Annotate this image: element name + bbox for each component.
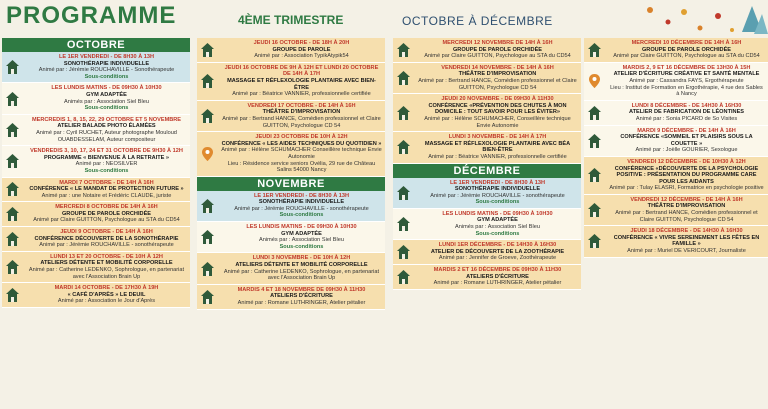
event-place: Lieu : Institut de Formation en Ergothérapie, 4 rue des Sables à Nancy <box>610 84 763 98</box>
event-card <box>2 283 190 307</box>
event-date: LUNDI 1ER DÉCEMBRE - DE 14H30 À 16H30 <box>438 242 557 249</box>
event-condition: Sous-conditions <box>279 212 324 219</box>
home-icon <box>201 43 214 57</box>
event-date: VENDREDI 12 DÉCEMBRE - DE 10H30 À 12H <box>627 158 746 165</box>
event-date: JEUDI 18 DÉCEMBRE - DE 14H30 À 16H30 <box>630 228 743 235</box>
pin-icon <box>201 147 214 161</box>
event-date: MERCREDIS 1, 8, 15, 22, 29 OCTOBRE ET 5 NOVEMBRE <box>31 116 182 123</box>
home-icon <box>397 270 410 284</box>
event-date: MARDI 14 OCTOBRE - DE 17H30 À 19H <box>54 285 159 292</box>
event-card <box>2 83 190 113</box>
event-condition: Sous-conditions <box>84 105 129 112</box>
event-card <box>393 63 581 93</box>
event-animator: Animé par : Cassandra FAYS, Ergothérapeute <box>629 77 744 84</box>
event-card <box>2 52 190 82</box>
event-title: ATELIERS DÉTENTE ET MOBILITÉ CORPORELLE <box>40 260 173 267</box>
event-card <box>2 227 190 251</box>
home-icon <box>201 230 214 244</box>
event-animator: Animé par : Romane LUTHRINGER, Atelier pétalier <box>237 300 366 306</box>
event-animator: Animés par : Association Siel Bleu <box>455 224 540 231</box>
event-card <box>393 178 581 208</box>
event-date: LUNDI 3 NOVEMBRE - DE 14H À 17H <box>448 134 547 141</box>
home-icon <box>397 245 410 259</box>
event-title: GROUPE DE PAROLE ORCHIDÉE <box>641 46 732 53</box>
event-title: ATELIER D'ÉCRITURE CRÉATIVE ET SANTÉ MENTALE <box>613 71 760 78</box>
home-icon <box>201 290 214 304</box>
home-icon <box>397 140 410 154</box>
event-title: MASSAGE ET RÉFLEXOLOGIE PLANTAIRE AVEC BIEN-ÊTRE <box>227 77 376 91</box>
event-date: LUNDI 8 DÉCEMBRE - DE 14H30 À 16H30 <box>631 102 742 109</box>
event-condition: Sous-conditions <box>279 243 324 250</box>
event-date: MARDIS 4 ET 18 NOVEMBRE DE 09H30 À 11H30 <box>237 286 366 293</box>
event-card <box>584 195 768 225</box>
event-animator: Animé par : Cyril RUCHET, Auteur photographe Mouloud OUABDESSELAM, Auteur compositeur <box>36 129 177 143</box>
event-date: JEUDI 23 OCTOBRE DE 10H À 12H <box>255 134 348 141</box>
home-icon <box>6 288 19 302</box>
event-card <box>584 226 768 256</box>
home-icon <box>6 207 19 221</box>
event-animator: Animé par : Béatrice VANNIER, professionnelle certifiée <box>232 91 371 98</box>
month-header: DÉCEMBRE <box>393 164 581 178</box>
event-animator: Animé par : Joëlle GOURIER, Sexologue <box>635 147 738 154</box>
event-animator: Animés par : Association Siel Bleu <box>64 98 149 105</box>
event-title: SONOTHÉRAPIE INDIVIDUELLE <box>454 186 541 193</box>
event-title: THÉÂTRE D'IMPROVISATION <box>458 71 537 78</box>
event-date: LE 1ER VENDREDI - DE 8H30 À 13H <box>58 54 155 60</box>
event-title: CONFÉRENCE « LE MANDAT DE PROTECTION FUTURE » <box>29 186 184 193</box>
event-card <box>197 191 385 221</box>
event-date: MARDI 9 DÉCEMBRE - DE 14H À 16H <box>637 127 736 134</box>
event-title: ATELIER BALADE PHOTO ÉLAMÉES <box>57 123 156 130</box>
event-animator: Animé par : Hélène SCHUMACHER, Conseillère technique Envie Autonomie <box>424 115 571 129</box>
home-icon <box>588 203 601 217</box>
home-icon <box>6 123 19 137</box>
event-title: GYM ADAPTÉE <box>477 217 518 224</box>
home-icon <box>6 154 19 168</box>
event-card <box>2 202 190 226</box>
event-title: GROUPE DE PAROLE <box>272 46 331 53</box>
event-animator: Animé par : Jérémie ROUCHAVILLE - sonothérapeute <box>430 192 565 199</box>
event-date: MERCREDI 12 NOVEMBRE DE 14H À 16H <box>442 40 553 46</box>
event-title: CONFÉRENCE «PRÉVENTION DES CHUTES À MON DOMICILE : TOUT SAVOIR POUR LES ÉVITER» <box>428 102 567 116</box>
event-date: JEUDI 16 OCTOBRE - DE 18H À 20H <box>253 40 350 46</box>
event-title: THÉÂTRE D'IMPROVISATION <box>262 109 341 116</box>
month-header: NOVEMBRE <box>197 177 385 191</box>
column-2 <box>197 38 385 409</box>
event-animator: Animé par Claire GUITTON, Psychologue au STA du CD54 <box>33 217 180 224</box>
event-date: JEUDI 16 OCTOBRE DE 9H À 12H ET LUNDI 20 OCTOBRE DE 14H À 17H <box>224 64 379 78</box>
event-title: GROUPE DE PAROLE ORCHIDÉE <box>61 210 152 217</box>
event-card <box>197 253 385 283</box>
event-date: MERCREDI 10 DÉCEMBRE DE 14H À 16H <box>631 40 742 46</box>
page-title: PROGRAMME <box>6 2 177 29</box>
divider <box>584 257 768 258</box>
divider <box>393 289 581 290</box>
event-animator: Animé par : NEOSILVER <box>75 161 138 168</box>
event-animator: Animé par : Bertrand HANCE, Comédien professionnel et Claire GUITTON, Psychologue CD 54 <box>222 115 381 129</box>
event-card <box>197 285 385 309</box>
event-date: LES LUNDIS MATINS - DE 09H30 À 10H30 <box>442 210 553 217</box>
event-animator: Animé par : Sonia PICARD de So Visites <box>635 115 738 122</box>
event-title: ATELIERS DÉTENTE ET MOBILITÉ CORPORELLE <box>235 262 368 269</box>
home-icon <box>201 109 214 123</box>
event-title: GROUPE DE PAROLE ORCHIDÉE <box>452 46 543 53</box>
event-place: Lieu : Résidence service seniors Ovélia, 29 rue de Château Salins 54000 Nancy <box>227 160 376 174</box>
event-animator: Animé par : Association le Jour d'Après <box>57 298 156 305</box>
event-title: ATELIERS D'ÉCRITURE <box>270 293 333 300</box>
event-title: GYM ADAPTÉE <box>86 91 127 98</box>
event-date: LE 1ER VENDREDI - DE 8H30 À 13H <box>253 192 350 199</box>
home-icon <box>588 234 601 248</box>
home-icon <box>6 260 19 274</box>
event-animator: Animé par : Jérémie ROUCHAVILLE - sonothérapeute <box>234 205 369 212</box>
event-date: MARDI 7 OCTOBRE - DE 14H À 16H <box>59 179 154 186</box>
home-icon <box>397 43 410 57</box>
event-title: GYM ADAPTÉE <box>281 230 322 237</box>
event-card <box>393 132 581 162</box>
home-icon <box>6 60 19 74</box>
event-date: MERCREDI 8 OCTOBRE DE 14H À 16H <box>55 204 158 211</box>
home-icon <box>397 186 410 200</box>
event-date: VENDREDIS 3, 10, 17, 24 ET 31 OCTOBRE DE 9H30 À 12H <box>30 148 183 155</box>
event-condition: Sous-conditions <box>475 199 520 206</box>
event-animator: Animé par : une Notaire et Frédéric CLAUDE, juriste <box>41 192 172 199</box>
event-date: LES LUNDIS MATINS - DE 09H30 À 10H30 <box>51 85 162 92</box>
home-icon <box>588 134 601 148</box>
column-3 <box>393 38 581 409</box>
event-title: CONFÉRENCE «DÉCOUVERTE DE LA PSYCHOLOGIE POSITIVE : PRÉSENTATION DU PROGRAMME CARE POUR LES AIDANTS <box>614 165 759 185</box>
event-card <box>197 222 385 252</box>
event-card <box>2 178 190 202</box>
home-icon <box>6 182 19 196</box>
home-icon <box>397 106 410 120</box>
event-title: CONFÉRENCE « LES AIDES TECHNIQUES DU QUOTIDIEN » <box>221 140 382 147</box>
event-animator: Animé par : Béatrice VANNIER, professionnelle certifiée <box>428 153 567 160</box>
pin-icon <box>588 74 601 88</box>
event-animator: Animé par : Jérémie ROUCHAVILLE - Sonothérapeute <box>38 67 175 74</box>
event-animator: Animé par : Tulay ELASRI, Formatrice en psychologie positive <box>609 185 764 192</box>
event-card <box>393 209 581 239</box>
event-animator: Animé par : Bertrand HANCE, Comédien professionnel et Claire GUITTON, Psychologue CD 54 <box>418 77 577 91</box>
event-date: VENDREDI 14 NOVEMBRE - DE 14H À 16H <box>441 64 554 71</box>
event-title: ATELIERS D'ÉCRITURE <box>466 273 529 280</box>
column-4 <box>584 38 768 409</box>
event-date: LES LUNDIS MATINS - DE 09H30 À 10H30 <box>246 224 357 231</box>
event-date: MARDIS 2, 9 ET 16 DÉCEMBRE DE 13H30 À 15H <box>622 64 751 71</box>
event-title: SONOTHÉRAPIE INDIVIDUELLE <box>258 199 345 206</box>
divider <box>2 307 190 308</box>
event-title: CONFÉRENCE DÉCOUVERTE DE LA SONOTHÉRAPIE <box>34 235 179 242</box>
event-animator: Animé par : Catherine LEDENKO, Sophrologue, en partenariat avec l'Association Brain Up <box>223 268 380 282</box>
event-title: ATELIER DE DÉCOUVERTE DE LA ZOOTHÉRAPIE <box>430 248 565 255</box>
event-card <box>197 101 385 131</box>
event-date: JEUDI 9 OCTOBRE - DE 14H À 16H <box>60 229 153 236</box>
event-title: CONFÉRENCE «SOMMEIL ET PLAISIRS SOUS LA COUETTE » <box>620 134 753 147</box>
event-date: VENDREDI 17 OCTOBRE - DE 14H À 16H <box>247 102 356 109</box>
event-card <box>584 38 768 62</box>
trimester-label: 4ÈME TRIMESTRE <box>238 13 344 27</box>
home-icon <box>397 217 410 231</box>
event-animator: Animé par : Romane LUTHRINGER, Atelier pétalier <box>433 280 562 287</box>
event-card <box>197 63 385 100</box>
event-card <box>584 157 768 194</box>
column-1 <box>2 38 190 409</box>
event-title: THÉÂTRE D'IMPROVISATION <box>647 203 726 210</box>
event-card <box>197 132 385 176</box>
event-card <box>197 38 385 62</box>
event-title: ATELIER DE FABRICATION DE LÉONTINES <box>628 109 745 116</box>
header <box>0 0 768 38</box>
event-card <box>2 146 190 176</box>
home-icon <box>588 106 601 120</box>
home-icon <box>201 74 214 88</box>
event-animator: Animé par : Hélène SCHUMACHER Conseillère technique Envie Autonomie <box>221 147 382 160</box>
event-date: VENDREDI 12 DÉCEMBRE - DE 14H À 16H <box>630 196 743 203</box>
event-condition: Sous-conditions <box>84 167 129 174</box>
event-date: JEUDI 20 NOVEMBRE - DE 09H30 À 11H30 <box>441 96 554 103</box>
event-card <box>393 38 581 62</box>
event-title: SONOTHÉRAPIE INDIVIDUELLE <box>63 60 150 67</box>
home-icon <box>588 43 601 57</box>
event-date: LE 1ER VENDREDI - DE 8H30 À 13H <box>449 179 546 186</box>
event-date: LUNDI 13 ET 20 OCTOBRE - DE 10H À 12H <box>50 253 163 260</box>
event-animator: Animés par : Association Siel Bleu <box>259 237 344 244</box>
month-header: OCTOBRE <box>2 38 190 52</box>
event-card <box>584 126 768 156</box>
home-icon <box>397 71 410 85</box>
event-card <box>584 63 768 100</box>
event-title: CONFÉRENCE « VIVRE SEREINEMENT LES FÊTES EN FAMILLE » <box>613 234 760 248</box>
event-animator: Animé par : Association TypikAtypik54 <box>254 53 349 60</box>
event-animator: Animé par : Catherine LEDENKO, Sophrologue, en partenariat avec l'Association Brain Up <box>28 267 185 280</box>
event-condition: Sous-conditions <box>84 73 129 80</box>
home-icon <box>6 92 19 106</box>
event-card <box>393 240 581 264</box>
event-animator: Animé par Claire GUITTON, Psychologue au STA du CD54 <box>424 53 571 60</box>
event-title: « CAFÉ D'APRÈS » LE DEUIL <box>67 291 146 298</box>
event-animator: Animé par : Bertrand HANCE, Comédien professionnel et Claire GUITTON, Psychologue CD 54 <box>615 210 758 223</box>
event-date: LUNDI 3 NOVEMBRE - DE 10H À 12H <box>252 255 351 262</box>
event-card <box>393 265 581 289</box>
home-icon <box>6 232 19 246</box>
event-animator: Animé par : Muriel DE VERICOURT, Journaliste <box>627 248 746 255</box>
event-title: PROGRAMME « BIENVENUE À LA RETRAITE » <box>43 154 170 161</box>
event-title: MASSAGE ET RÉFLEXOLOGIE PLANTAIRE AVEC BÉA BIEN-ÊTRE <box>424 140 571 154</box>
date-range: OCTOBRE À DÉCEMBRE <box>402 14 553 28</box>
divider <box>197 309 385 310</box>
autumn-leaves-decoration <box>640 2 768 38</box>
event-animator: Animé par : Jennifer de Groeve, Zoothérapeute <box>438 255 557 262</box>
event-animator: Animé par : Jérémie ROUCHAVILLE - sonothérapeute <box>39 242 174 249</box>
event-condition: Sous-conditions <box>475 230 520 237</box>
event-animator: Animé par Claire GUITTON, Psychologue au STA du CD54 <box>613 53 760 60</box>
event-card <box>2 115 190 145</box>
home-icon <box>201 199 214 213</box>
event-card <box>393 94 581 131</box>
event-card <box>584 101 768 125</box>
home-icon <box>201 262 214 276</box>
event-date: MARDIS 2 ET 16 DÉCEMBRE DE 09H30 À 11H30 <box>433 267 562 274</box>
event-card <box>2 252 190 282</box>
home-icon <box>588 168 601 182</box>
